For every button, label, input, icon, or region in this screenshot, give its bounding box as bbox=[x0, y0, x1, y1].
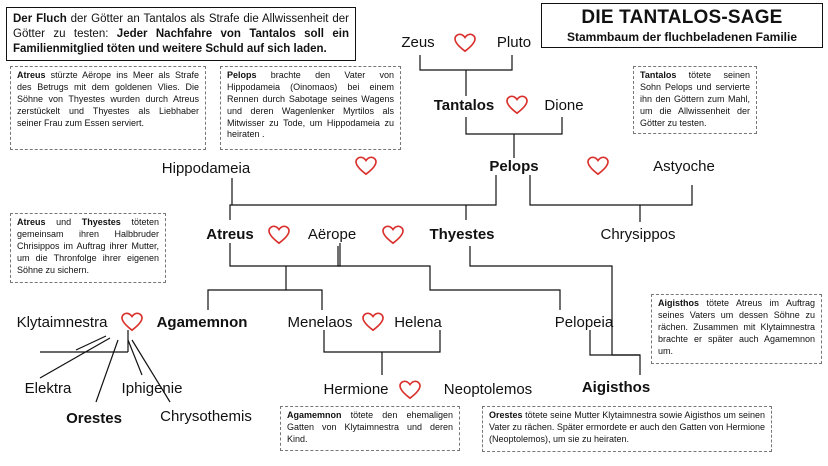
person-menelaos: Menelaos bbox=[287, 314, 353, 331]
page-title: DIE TANTALOS-SAGE bbox=[581, 7, 783, 28]
person-helena: Helena bbox=[394, 314, 442, 331]
person-neoptolemos: Neoptolemos bbox=[443, 381, 533, 398]
heart-icon bbox=[121, 312, 143, 332]
intro-text: der Götter an Tantalos als Strafe die Allwissenheit der Götter zu testen: bbox=[13, 13, 349, 40]
person-elektra: Elektra bbox=[24, 380, 72, 397]
heart-icon bbox=[355, 156, 377, 176]
heart-icon bbox=[454, 33, 476, 53]
heart-icon bbox=[506, 95, 528, 115]
note-orestes-text: tötete seine Mutter Klytaimnestra sowie Aigisthos um seinen Vater zu rächen. Später ermordete er auch den Gatten von Hermione (Neoptolemos), um sie zu heiraten. bbox=[489, 410, 765, 444]
note-brothers-text: töteten gemeinsam ihren Halbbruder Chrisippos im Auftrag ihrer Mutter, um die Thronfolge ihrer eigenen Söhne zu sichern. bbox=[17, 217, 159, 275]
note-pelops-text: brachte den Vater von Hippodameia (Oinomaos) bei einem Rennen durch Sabotage seines Wagens und deren Wagenlenker Myrtilos als Mitwisser zu Tode, um Hippodameia zu heiraten . bbox=[227, 70, 394, 140]
note-aigisthos bbox=[651, 294, 822, 364]
person-iphigenie: Iphigenie bbox=[121, 380, 183, 397]
note-agamemnon bbox=[280, 406, 460, 451]
person-agamemnon: Agamemnon bbox=[156, 314, 248, 331]
person-pelopeia: Pelopeia bbox=[554, 314, 614, 331]
note-brothers-name2: Thyestes bbox=[81, 217, 121, 227]
note-atreus bbox=[10, 66, 206, 150]
note-brothers-name1: Atreus bbox=[17, 217, 46, 227]
person-zeus: Zeus bbox=[401, 34, 435, 51]
note-tantalos-name: Tantalos bbox=[640, 70, 677, 80]
note-aigisthos-text: tötete Atreus im Auftrag seines Vaters um dessen Söhne zu rächen. Zusammen mit Klytaimnestra brachte er später auch Agamemnon um. bbox=[658, 298, 815, 356]
person-astyoche: Astyoche bbox=[653, 158, 715, 175]
person-aerope: Aërope bbox=[307, 226, 357, 243]
person-aigisthos: Aigisthos bbox=[581, 379, 651, 396]
person-hermione: Hermione bbox=[323, 381, 389, 398]
heart-icon bbox=[382, 225, 404, 245]
note-aigisthos-name: Aigisthos bbox=[658, 298, 700, 308]
note-pelops-name: Pelops bbox=[227, 70, 257, 80]
person-orestes: Orestes bbox=[66, 410, 122, 427]
person-hippodameia: Hippodameia bbox=[161, 160, 251, 177]
note-atreus-text: stürzte Aërope ins Meer als Strafe des Betrugs mit dem goldenen Vlies. Die Söhne von Thyestes wurden durch Atreus zerstückelt und Thyestes als Liebhaber seiner Frau zum Essen serviert. bbox=[17, 70, 199, 128]
person-klytaimnestra: Klytaimnestra bbox=[16, 314, 108, 331]
heart-icon bbox=[587, 156, 609, 176]
heart-icon bbox=[268, 225, 290, 245]
note-orestes bbox=[482, 406, 772, 452]
heart-icon bbox=[362, 312, 384, 332]
page-subtitle: Stammbaum der fluchbeladenen Familie bbox=[566, 30, 798, 44]
note-tantalos bbox=[633, 66, 757, 134]
note-brothers bbox=[10, 213, 166, 283]
note-agamemnon-text: tötete den ehemaligen Gatten von Klytaimnestra und deren Kind. bbox=[287, 410, 453, 444]
person-tantalos: Tantalos bbox=[433, 97, 495, 114]
heart-icon bbox=[399, 380, 421, 400]
note-agamemnon-name: Agamemnon bbox=[287, 410, 342, 420]
person-pluto: Pluto bbox=[496, 34, 532, 51]
person-chrysothemis: Chrysothemis bbox=[160, 408, 252, 425]
person-atreus: Atreus bbox=[206, 226, 254, 243]
note-atreus-name: Atreus bbox=[17, 70, 46, 80]
curse-intro-box bbox=[6, 7, 356, 61]
person-pelops: Pelops bbox=[489, 158, 539, 175]
person-chrysippos: Chrysippos bbox=[600, 226, 676, 243]
note-brothers-mid: und bbox=[45, 217, 82, 227]
intro-emphasis: Jeder Nachfahre von Tantalos soll ein Familienmitglied töten und weitere Schuld auf sich laden. bbox=[13, 27, 349, 55]
intro-lead: Der Fluch bbox=[13, 13, 67, 25]
note-orestes-name: Orestes bbox=[489, 410, 523, 420]
person-dione: Dione bbox=[544, 97, 584, 114]
note-tantalos-text: tötete seinen Sohn Pelops und servierte ihn den Göttern zum Mahl, um die Allwissenheit der Götter zu testen. bbox=[640, 70, 750, 128]
title-box bbox=[541, 3, 823, 48]
note-pelops bbox=[220, 66, 401, 150]
person-thyestes: Thyestes bbox=[429, 226, 495, 243]
